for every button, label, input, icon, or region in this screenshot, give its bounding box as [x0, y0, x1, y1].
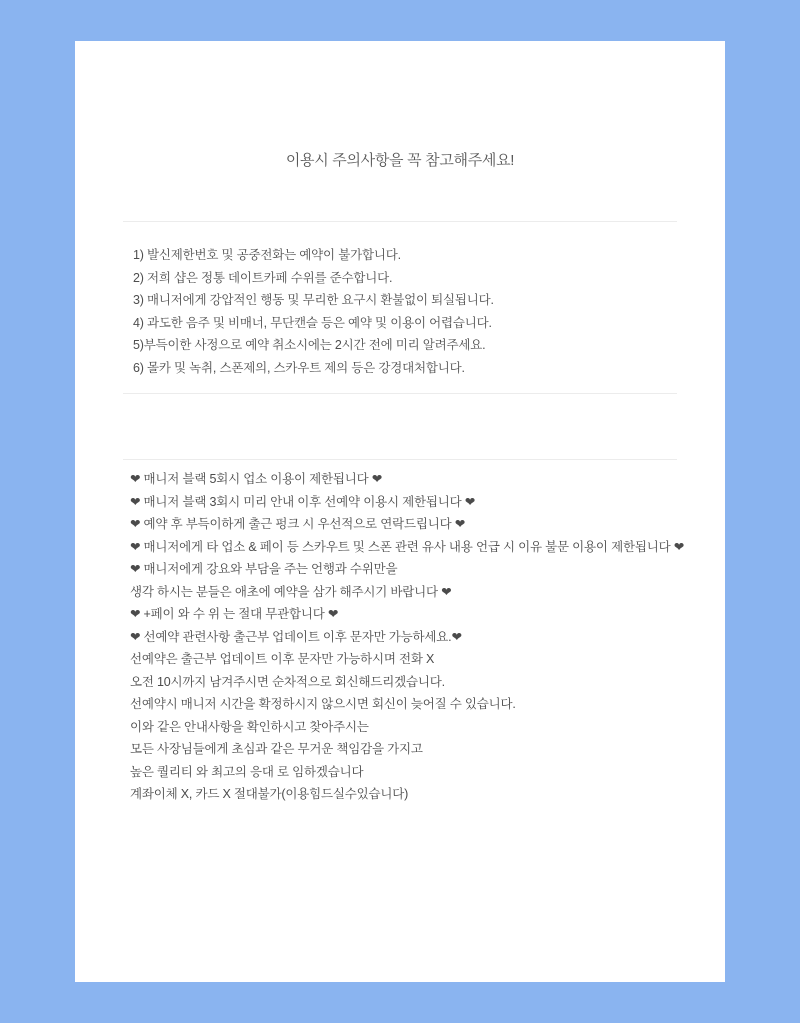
list-item: 2) 저희 샵은 정통 데이트카페 수위를 준수합니다.: [133, 270, 393, 285]
list-item: 모든 사장님들에게 초심과 같은 무거운 책임감을 가지고: [130, 742, 423, 756]
divider-bottom: [123, 459, 677, 460]
notes-list: [130, 468, 690, 806]
list-item: ❤ 예약 후 부득이하게 출근 펑크 시 우선적으로 연락드립니다 ❤: [130, 517, 466, 531]
list-item: 5)부득이한 사정으로 예약 취소시에는 2시간 전에 미리 알려주세요.: [133, 338, 486, 352]
list-item: ❤ 매니저에게 강요와 부담을 주는 언행과 수위만을: [130, 562, 398, 576]
list-item: ❤ 선예약 관련사항 출근부 업데이트 이후 문자만 가능하세요.❤: [130, 629, 462, 644]
list-item: 오전 10시까지 남겨주시면 순차적으로 회신해드리겠습니다.: [130, 674, 445, 689]
list-item: ❤ +페이 와 수 위 는 절대 무관합니다 ❤: [130, 607, 339, 621]
notice-page: [75, 41, 725, 982]
list-item: 3) 매니저에게 강압적인 행동 및 무리한 요구시 환불없이 퇴실됩니다.: [133, 293, 494, 307]
list-item: 6) 몰카 및 녹취, 스폰제의, 스카우트 제의 등은 강경대처합니다.: [133, 360, 465, 375]
list-item: ❤ 매니저에게 타 업소 & 페이 등 스카우트 및 스폰 관련 유사 내용 언급 시 이유 불문 이용이 제한됩니다 ❤: [130, 539, 684, 554]
list-item: 선예약은 출근부 업데이트 이후 문자만 가능하시며 전화 X: [130, 652, 435, 666]
list-item: 이와 같은 안내사항을 확인하시고 찾아주시는: [130, 719, 369, 734]
divider-middle: [123, 393, 677, 394]
list-item: ❤ 매니저 블랙 3회시 미리 안내 이후 선예약 이용시 제한됩니다 ❤: [130, 494, 476, 509]
list-item: 계좌이체 X, 카드 X 절대불가(이용힘드실수있습니다): [130, 787, 409, 801]
list-item: 4) 과도한 음주 및 비매너, 무단캔슬 등은 예약 및 이용이 어렵습니다.: [133, 315, 492, 330]
list-item: 높은 퀄리티 와 최고의 응대 로 임하겠습니다: [130, 764, 364, 779]
rules-list: [133, 244, 673, 379]
list-item: 1) 발신제한번호 및 공중전화는 예약이 불가합니다.: [133, 248, 401, 262]
divider-top: [123, 221, 677, 222]
list-item: 선예약시 매니저 시간을 확정하시지 않으시면 회신이 늦어질 수 있습니다.: [130, 697, 516, 711]
list-item: ❤ 매니저 블랙 5회시 업소 이용이 제한됩니다 ❤: [130, 472, 383, 486]
list-item: 생각 하시는 분들은 애초에 예약을 삼가 해주시기 바랍니다 ❤: [130, 584, 452, 599]
page-title: 이용시 주의사항을 꼭 참고해주세요!: [285, 152, 515, 169]
